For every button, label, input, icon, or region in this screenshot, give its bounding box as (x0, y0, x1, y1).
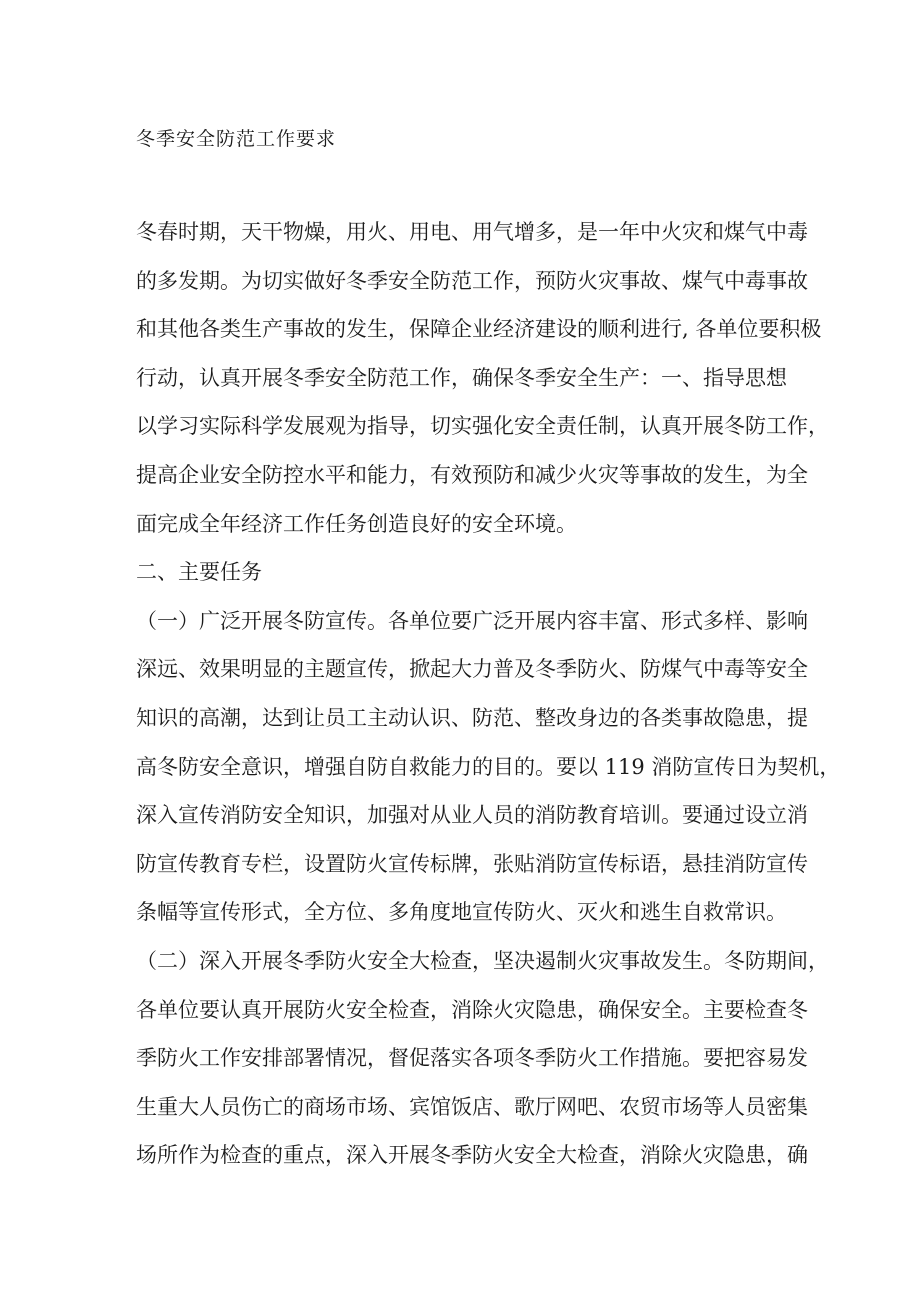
body-line: 生重大人员伤亡的商场市场、宾馆饭店、歌厅网吧、农贸市场等人员密集 (136, 1094, 808, 1119)
body-line: 行动，认真开展冬季安全防范工作，确保冬季安全生产：一、指导思想 (136, 365, 787, 390)
body-line: 和其他各类生产事故的发生，保障企业经济建设的顺利进行, 各单位要积极 (136, 317, 822, 342)
body-line: 各单位要认真开展防火安全检查，消除火灾隐患，确保安全。主要检查冬 (136, 997, 808, 1022)
body-line: 防宣传教育专栏，设置防火宣传标牌，张贴消防宣传标语，悬挂消防宣传 (136, 851, 808, 876)
body-line: 深远、效果明显的主题宣传，掀起大力普及冬季防火、防煤气中毒等安全 (136, 657, 808, 682)
body-line: 场所作为检查的重点，深入开展冬季防火安全大检查，消除火灾隐患，确 (136, 1143, 808, 1168)
body-line: 知识的高潮，达到让员工主动认识、防范、整改身边的各类事故隐患，提 (136, 705, 808, 730)
body-line: 提高企业安全防控水平和能力，有效预防和减少火灾等事故的发生，为全 (136, 462, 808, 487)
body-line: 深入宣传消防安全知识，加强对从业人员的消防教育培训。要通过设立消 (136, 803, 808, 828)
body-line: 高冬防安全意识，增强自防自救能力的目的。要以 119 消防宣传日为契机， (136, 754, 841, 779)
body-line: 的多发期。为切实做好冬季安全防范工作，预防火灾事故、煤气中毒事故 (136, 268, 808, 293)
body-line: 冬春时期，天干物燥，用火、用电、用气增多，是一年中火灾和煤气中毒 (136, 220, 808, 244)
document-body (136, 208, 841, 1180)
body-line: 条幅等宣传形式，全方位、多角度地宣传防火、灭火和逃生自救常识。 (136, 900, 787, 925)
body-line: 二、主要任务 (136, 560, 262, 585)
body-line: （二）深入开展冬季防火安全大检查，坚决遏制火灾事故发生。冬防期间， (136, 948, 829, 973)
body-line: 面完成全年经济工作任务创造良好的安全环境。 (136, 511, 577, 536)
body-line: 以学习实际科学发展观为指导，切实强化安全责任制，认真开展冬防工作， (136, 414, 829, 439)
body-line: 季防火工作安排部署情况，督促落实各项冬季防火工作措施。要把容易发 (136, 1046, 808, 1071)
body-line: （一）广泛开展冬防宣传。各单位要广泛开展内容丰富、形式多样、影响 (136, 608, 808, 633)
document-title: 冬季安全防范工作要求 (136, 128, 337, 150)
